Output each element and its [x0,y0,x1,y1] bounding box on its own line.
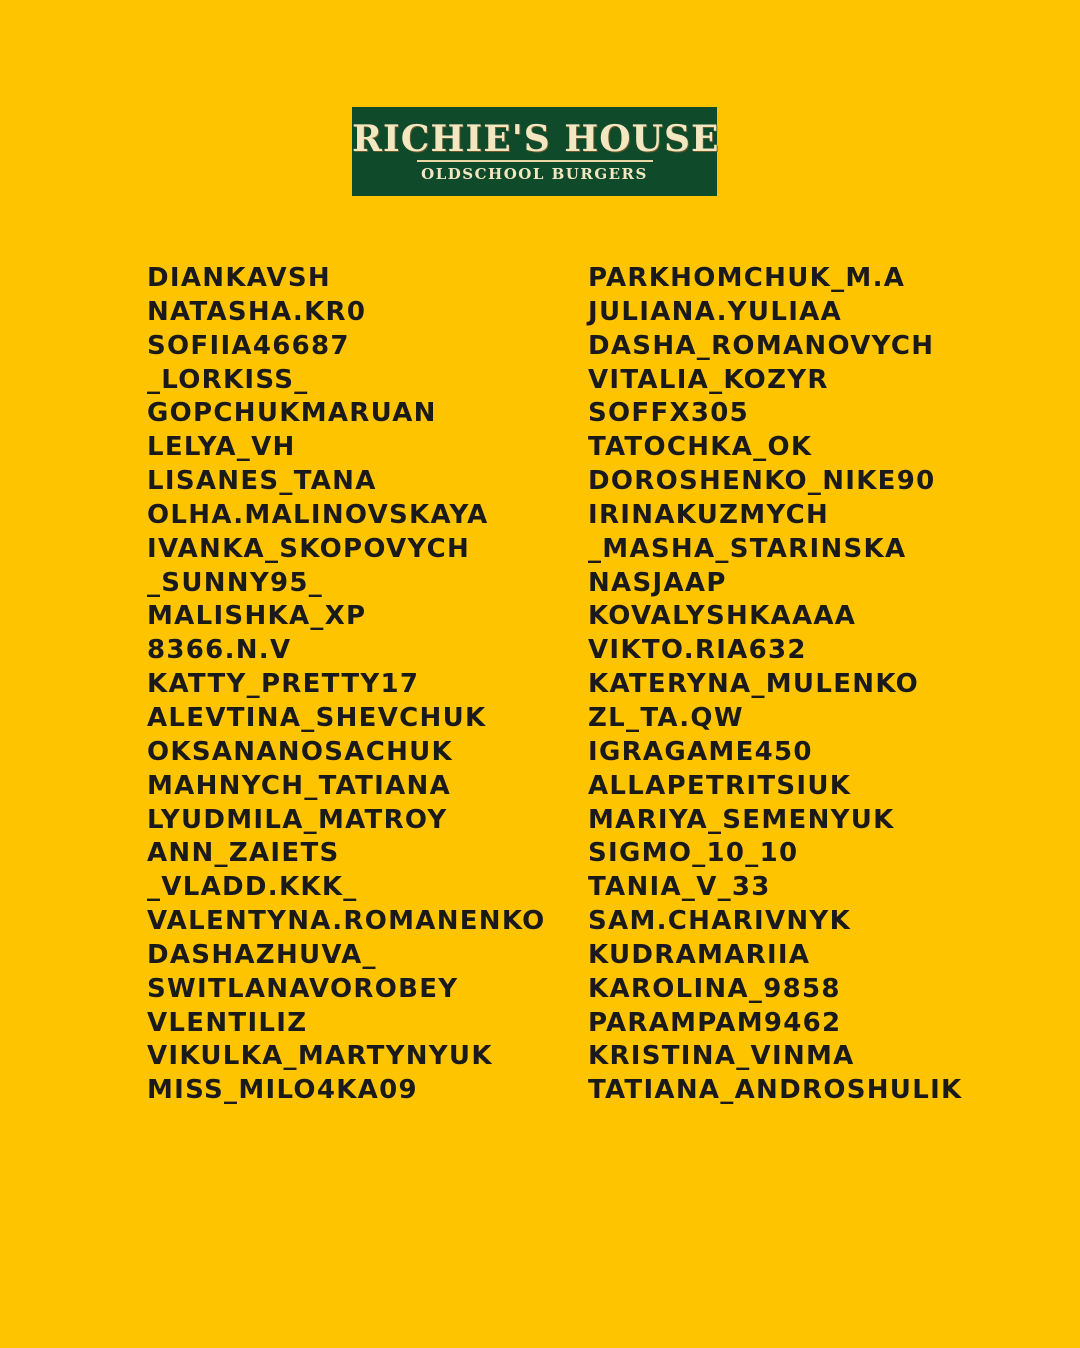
list-item-username: MISS_MILO4KA09 [147,1075,418,1106]
list-item-username: _MASHA_STARINSKA [588,533,907,564]
list-item-username: VIKTO.RIA632 [588,635,807,666]
list-item-username: NASJAAP [588,567,727,598]
list-item-username: KUDRAMARIIA [588,939,811,970]
list-item-username: VALENTYNA.ROMANENKO [147,906,546,937]
list-item-username: MARIYA_SEMENYUK [588,804,895,835]
list-item-username: MAHNYCH_TATIANA [147,770,451,801]
list-item-username: VIKULKA_MARTYNYUK [147,1041,493,1072]
logo-subtitle: OLDSCHOOL BURGERS [421,165,648,183]
list-item-username: TANIA_V_33 [588,872,771,903]
list-item-username: MALISHKA_XP [147,601,367,632]
list-item-username: SIGMO_10_10 [588,838,799,869]
list-item-username: JULIANA.YULIAA [588,296,843,327]
list-item-username: SOFFX305 [588,398,750,429]
list-item-username: OKSANANOSACHUK [147,736,453,767]
list-item-username: _SUNNY95_ [147,567,324,598]
list-item-username: DIANKAVSH [147,263,331,293]
list-item-username: IGRAGAME450 [588,736,813,767]
list-item-username: _VLADD.KKK_ [147,872,358,903]
list-item-username: TATOCHKA_OK [588,432,813,463]
list-item-username: LISANES_TANA [147,466,377,497]
list-item-username: KATERYNA_MULENKO [588,669,920,700]
list-item-username: GOPCHUKMARUAN [147,398,437,429]
list-item-username: VITALIA_KOZYR [588,364,829,395]
brand-logo [352,107,720,196]
list-item-username: SWITLANAVOROBEY [147,973,459,1004]
list-item-username: TATIANA_ANDROSHULIK [588,1075,963,1106]
list-item-username: KOVALYSHKAAAA [588,601,857,632]
list-item-username: SAM.CHARIVNYK [588,906,852,937]
list-item-username: DASHA_ROMANOVYCH [588,330,935,361]
list-item-username: KATTY_PRETTY17 [147,669,420,700]
list-item-username: _LORKISS_ [147,364,309,395]
list-item-username: ZL_TA.QW [588,702,744,733]
list-item-username: PARKHOMCHUK_M.A [588,263,906,293]
list-item-username: IVANKA_SKOPOVYCH [147,533,471,564]
list-item-username: OLHA.MALINOVSKAYA [147,499,489,530]
list-item-username: SOFIIA46687 [147,330,350,361]
list-item-username: ALLAPETRITSIUK [588,770,852,801]
list-item-username: PARAMPAM9462 [588,1007,842,1038]
list-item-username: VLENTILIZ [147,1007,308,1038]
list-item-username: IRINAKUZMYCH [588,499,830,530]
list-item-username: DASHAZHUVA_ [147,939,377,970]
list-item-username: 8366.N.V [147,635,292,666]
names-list-right [588,262,963,1108]
logo-divider [417,160,653,162]
list-item-username: LYUDMILA_MATROY [147,804,448,835]
list-item-username: DOROSHENKO_NIKE90 [588,466,936,497]
list-item-username: ALEVTINA_SHEVCHUK [147,702,487,733]
list-item-username: ANN_ZAIETS [147,838,340,869]
names-list-left [147,262,546,1108]
list-item-username: KAROLINA_9858 [588,973,841,1004]
list-item-username: NATASHA.KR0 [147,296,367,327]
logo-title: RICHIE'S HOUSE [352,118,720,160]
list-item-username: LELYA_VH [147,432,296,463]
list-item-username: KRISTINA_VINMA [588,1041,855,1072]
